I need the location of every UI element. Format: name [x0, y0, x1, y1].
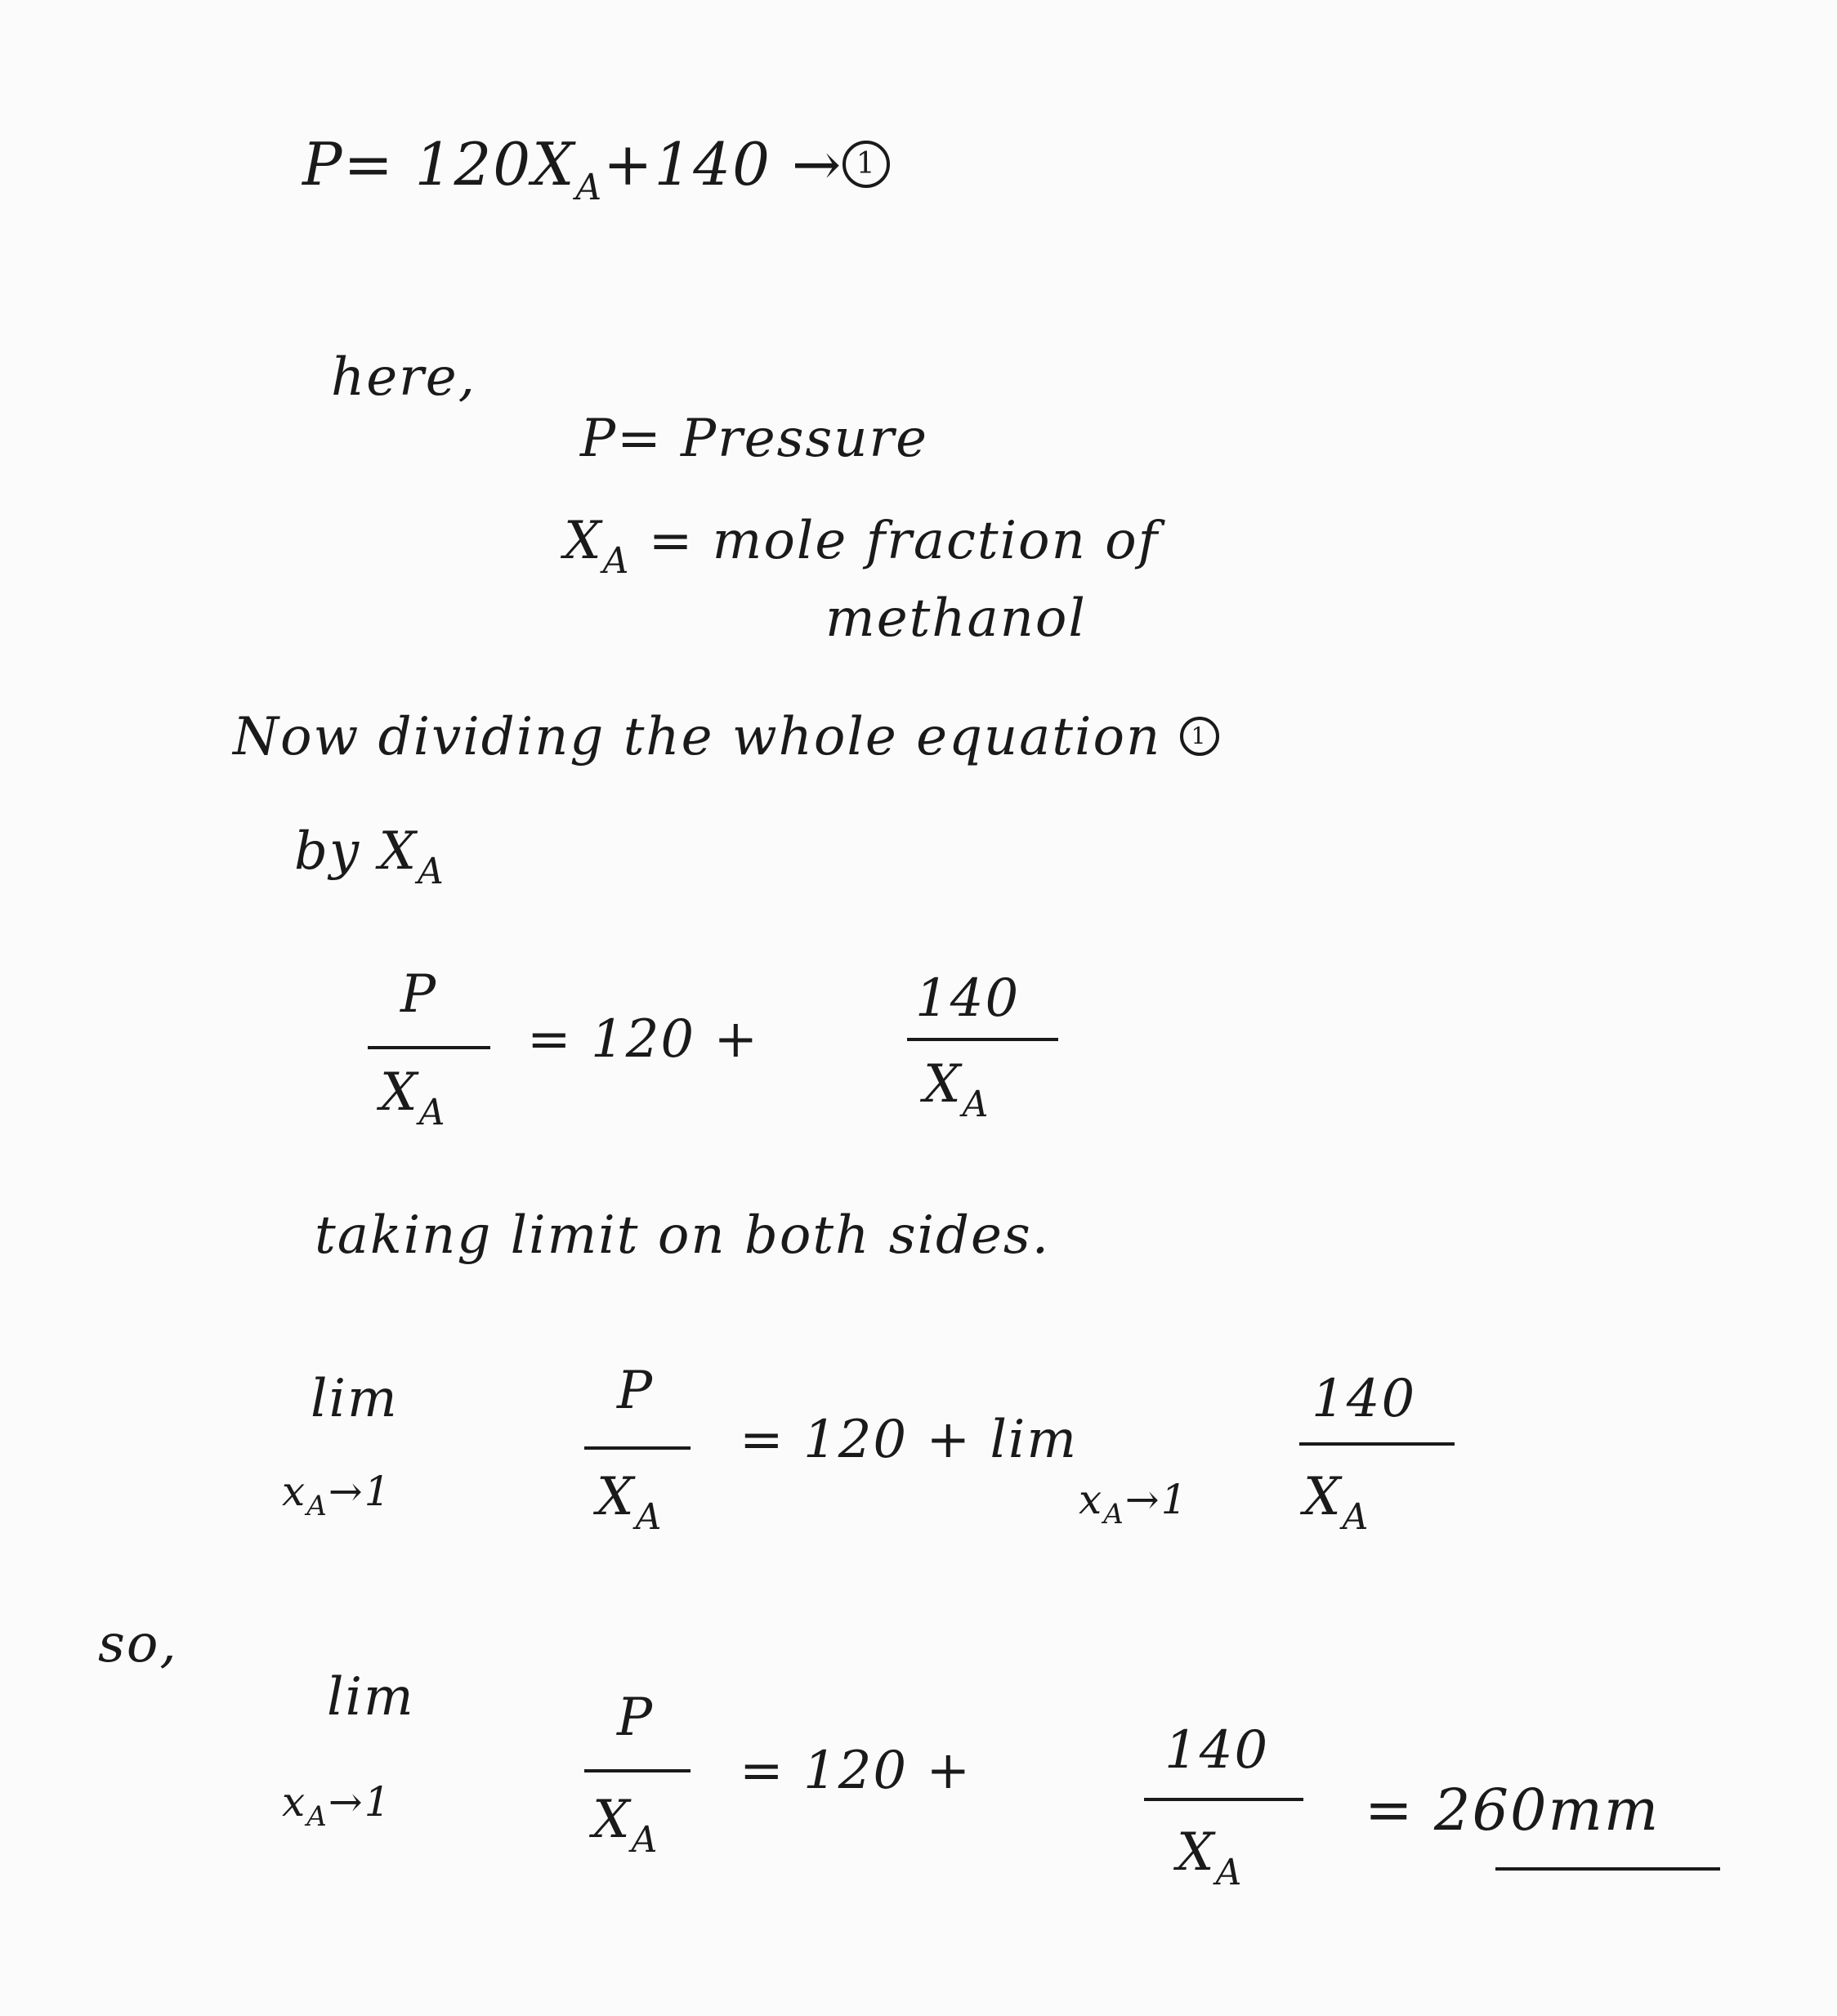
eq1-rest: +140	[603, 130, 771, 199]
equation-1	[302, 130, 890, 208]
by-text: by X	[294, 821, 418, 882]
fraction-bar	[584, 1446, 691, 1450]
frac-eq-denominator-2	[923, 1054, 990, 1125]
arrow-icon: →	[791, 130, 843, 199]
lim-subscript	[282, 1468, 392, 1522]
now-dividing-text: Now dividing the whole equation	[233, 707, 1162, 767]
result-underline	[1495, 1867, 1720, 1871]
lim2-sub-arrow: →1	[1124, 1476, 1189, 1523]
def2-var: X	[564, 511, 603, 571]
lim2-sub-var: x	[1079, 1476, 1104, 1523]
fraction-bar	[1299, 1442, 1455, 1446]
final-den2-var: X	[1177, 1822, 1216, 1883]
final-numerator-2: 140	[1164, 1720, 1270, 1781]
by-xa-line	[294, 821, 445, 892]
lim-word: lim	[311, 1369, 399, 1429]
by-sub: A	[418, 851, 445, 892]
definition-continuation: methanol	[825, 588, 1087, 649]
final-den-var: X	[592, 1790, 632, 1850]
fraction-bar	[1144, 1798, 1303, 1801]
final-numerator: P	[617, 1687, 655, 1748]
eq1-lhs: P=	[302, 130, 395, 199]
eq1-coef: 120	[414, 130, 533, 199]
lim-den2-var: X	[1303, 1467, 1343, 1527]
eq1-sub: A	[575, 167, 604, 208]
lim-den-sub: A	[635, 1496, 664, 1538]
fraction-bar	[368, 1046, 490, 1049]
frac-eq-denominator	[380, 1062, 447, 1133]
lim-eq-numerator: P	[617, 1361, 655, 1421]
definition-mole-fraction	[564, 511, 1160, 582]
lim2-subscript	[1079, 1476, 1189, 1531]
lim-den2-sub: A	[1342, 1496, 1370, 1538]
frac-eq-numerator: P	[400, 964, 438, 1025]
final-result: = 260mm	[1365, 1777, 1660, 1844]
final-den-sub: A	[631, 1819, 659, 1861]
frac-den2-var: X	[923, 1054, 963, 1115]
equation-number-badge: 1	[843, 141, 890, 188]
frac-den-sub: A	[418, 1092, 447, 1133]
final-lim-subscript	[282, 1778, 392, 1833]
final-lim-sub-sub: A	[306, 1800, 329, 1833]
eq1-var: X	[532, 130, 576, 199]
equation-reference-badge: 1	[1180, 717, 1219, 756]
final-lim-sub-var: x	[282, 1778, 307, 1826]
lim-eq-denominator	[597, 1467, 664, 1538]
final-middle: = 120 +	[740, 1741, 972, 1801]
frac-den2-sub: A	[962, 1084, 990, 1125]
lim-den-var: X	[597, 1467, 636, 1527]
so-label: so,	[98, 1614, 178, 1674]
def2-sub: A	[602, 540, 631, 582]
lim2-sub-sub: A	[1103, 1498, 1125, 1531]
definition-pressure: P= Pressure	[580, 409, 928, 469]
def2-text: = mole fraction of	[648, 511, 1160, 571]
final-lim-sub-arrow: →1	[328, 1778, 392, 1826]
final-lim-word: lim	[327, 1667, 415, 1728]
frac-eq-middle: = 120 +	[527, 1009, 760, 1070]
lim-eq-numerator-2: 140	[1312, 1369, 1417, 1429]
final-denominator-2	[1177, 1822, 1244, 1893]
lim-sub-arrow: →1	[328, 1468, 392, 1515]
lim-sub-sub: A	[306, 1490, 329, 1522]
here-label: here,	[331, 347, 476, 408]
fraction-bar	[584, 1769, 691, 1772]
lim-sub-var: x	[282, 1468, 307, 1515]
fraction-bar	[907, 1038, 1058, 1041]
frac-eq-numerator-2: 140	[915, 968, 1021, 1029]
lim-eq-middle: = 120 + lim	[740, 1410, 1079, 1470]
taking-limit-line: taking limit on both sides.	[315, 1205, 1051, 1266]
final-den2-sub: A	[1215, 1852, 1244, 1893]
lim-eq-denominator-2	[1303, 1467, 1370, 1538]
frac-den-var: X	[380, 1062, 419, 1123]
final-denominator	[592, 1790, 659, 1861]
now-dividing-line	[233, 707, 1219, 767]
